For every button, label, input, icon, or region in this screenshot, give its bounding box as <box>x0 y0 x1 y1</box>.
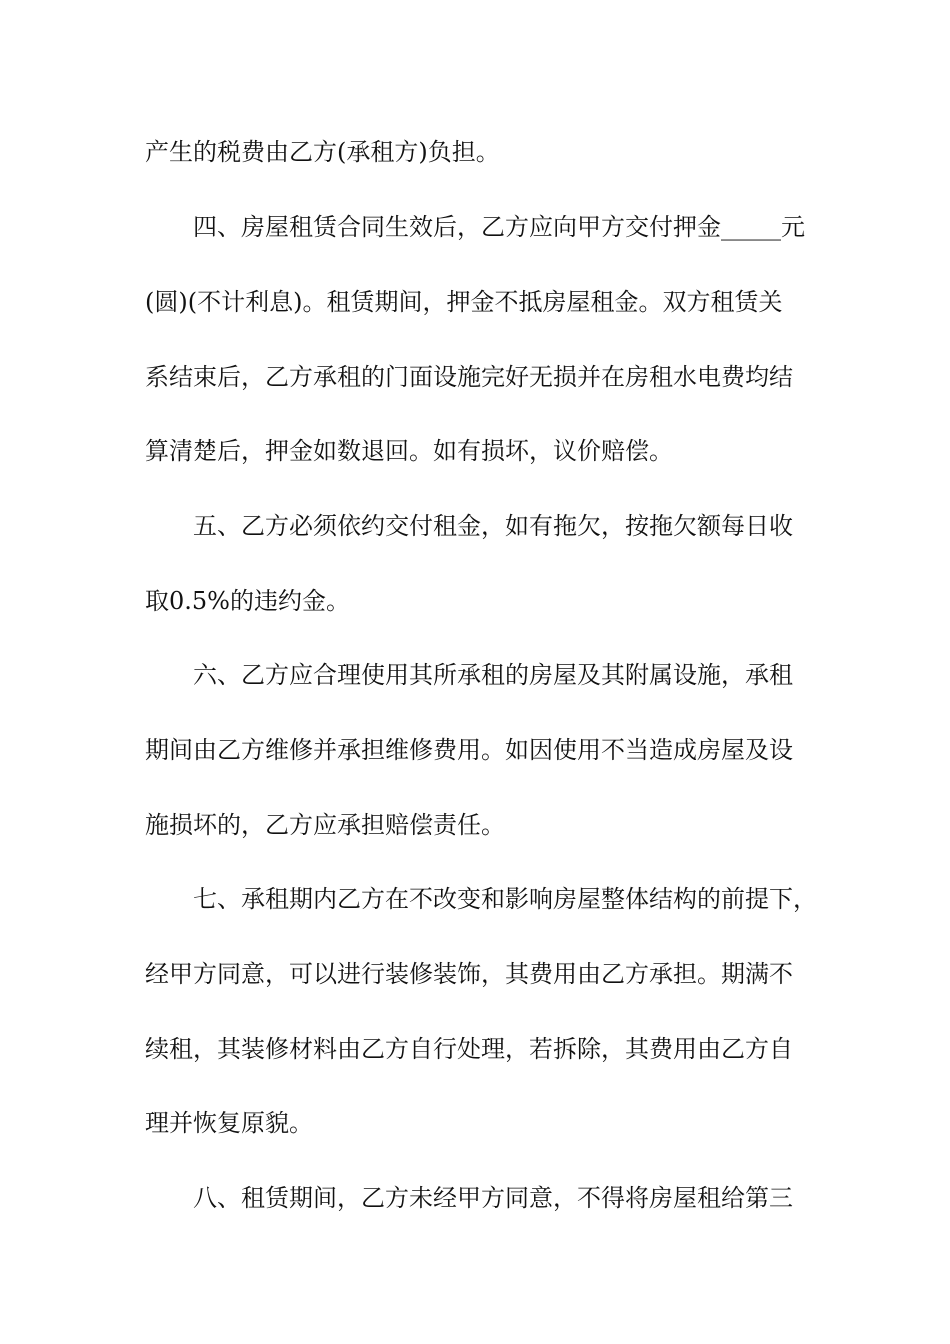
text-line: 算清楚后，押金如数退回。如有损坏，议价赔偿。 <box>145 437 673 465</box>
text-line: 理并恢复原貌。 <box>145 1109 313 1137</box>
text-line: 期间由乙方维修并承担维修费用。如因使用不当造成房屋及设 <box>145 736 793 764</box>
text-line: 施损坏的，乙方应承担赔偿责任。 <box>145 811 505 839</box>
paragraph-six-first-line: 六、乙方应合理使用其所承租的房屋及其附属设施，承租 <box>193 661 793 689</box>
paragraph-five-first-line: 五、乙方必须依约交付租金，如有拖欠，按拖欠额每日收 <box>193 512 793 540</box>
text-line: (圆)(不计利息)。租赁期间，押金不抵房屋租金。双方租赁关 <box>145 288 783 316</box>
text-line: 产生的税费由乙方(承租方)负担。 <box>145 138 500 166</box>
paragraph-four-first-line: 四、房屋租赁合同生效后，乙方应向甲方交付押金_____元 <box>193 213 805 241</box>
paragraph-seven-first-line: 七、承租期内乙方在不改变和影响房屋整体结构的前提下， <box>193 885 817 913</box>
text-line: 续租，其装修材料由乙方自行处理，若拆除，其费用由乙方自 <box>145 1035 793 1063</box>
paragraph-eight-first-line: 八、租赁期间，乙方未经甲方同意，不得将房屋租给第三 <box>193 1184 793 1212</box>
text-line: 取0.5%的违约金。 <box>145 587 350 615</box>
text-line: 系结束后，乙方承租的门面设施完好无损并在房租水电费均结 <box>145 363 793 391</box>
text-line: 经甲方同意，可以进行装修装饰，其费用由乙方承担。期满不 <box>145 960 793 988</box>
